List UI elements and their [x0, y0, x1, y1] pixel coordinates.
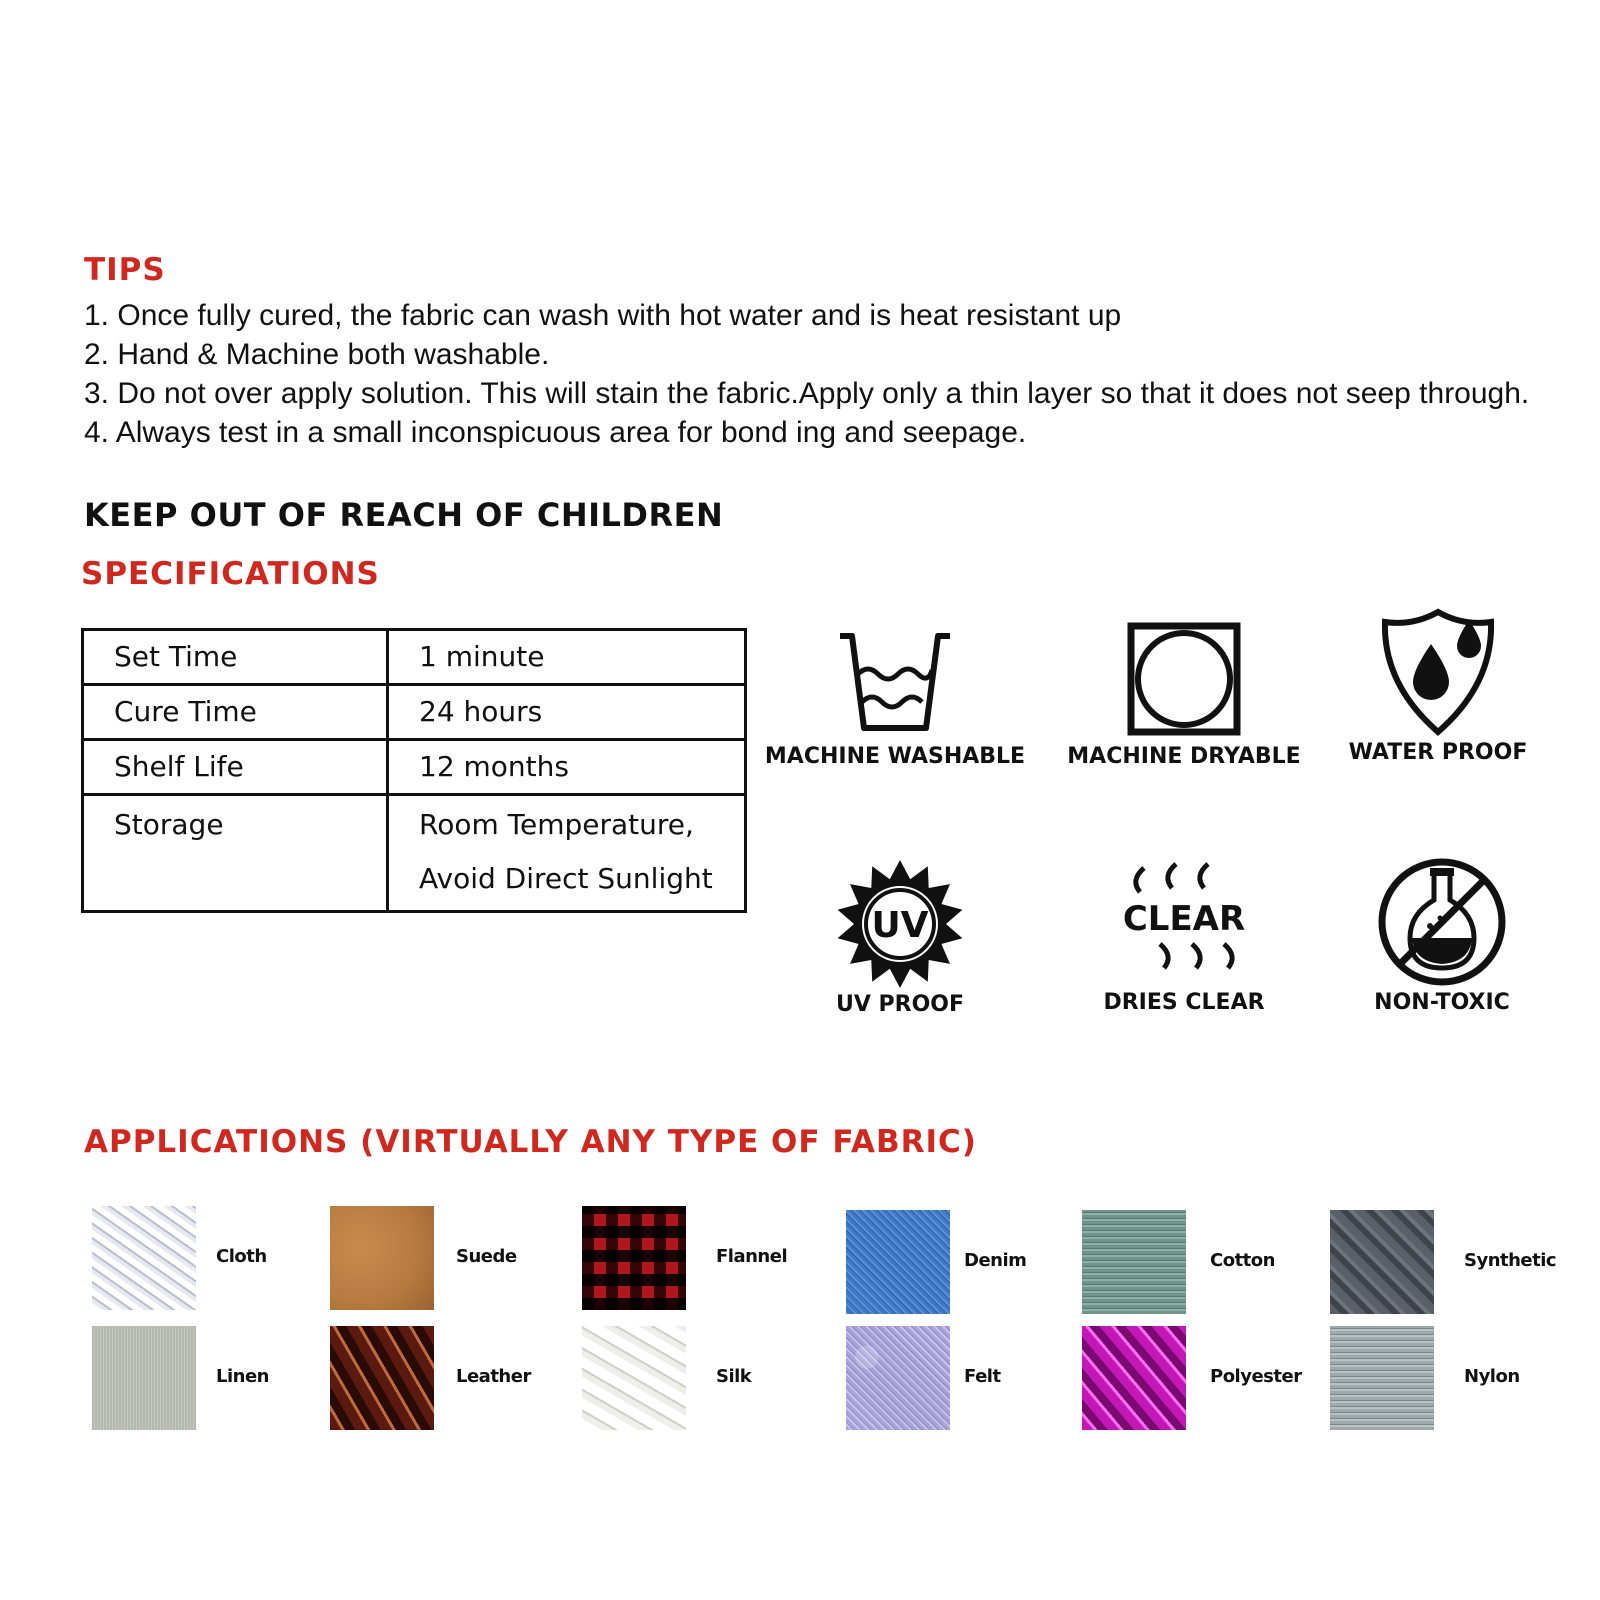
uv-sun-icon: [835, 858, 965, 990]
fabric-item: [1330, 1326, 1590, 1434]
fabric-item: [846, 1210, 1106, 1318]
fabric-swatch: [330, 1206, 434, 1310]
shield-drops-icon: [1373, 604, 1503, 740]
fabric-item: [1330, 1210, 1590, 1318]
fabric-swatch: [92, 1206, 196, 1310]
spec-value: 24 hours: [388, 685, 746, 740]
fabric-swatch: [1082, 1210, 1186, 1314]
wash-basin-icon: [830, 620, 960, 740]
feature-water-proof: [1298, 604, 1578, 765]
feature-label: UV PROOF: [835, 992, 965, 1017]
spec-label: Shelf Life: [83, 740, 388, 795]
feature-label: MACHINE WASHABLE: [764, 744, 1026, 769]
fabric-item: [92, 1326, 352, 1434]
fabric-name: Synthetic: [1464, 1250, 1557, 1271]
feature-machine-dryable: [1044, 620, 1324, 769]
fabric-item: [582, 1326, 842, 1434]
feature-dries-clear: [1044, 860, 1324, 1015]
fabric-item: [330, 1326, 590, 1434]
feature-uv-proof: [760, 858, 1040, 1017]
tip-item: 1. Once fully cured, the fabric can wash with hot water and is heat resistant up: [84, 299, 1122, 332]
spec-value: [388, 795, 746, 912]
feature-machine-washable: [755, 620, 1035, 769]
feature-label: NON-TOXIC: [1374, 990, 1510, 1015]
applications-heading: APPLICATIONS (VIRTUALLY ANY TYPE OF FABRIC): [84, 1124, 977, 1160]
spec-value-line: Room Temperature,: [419, 808, 694, 841]
fabric-swatch: [1330, 1326, 1434, 1430]
fabric-name: Denim: [964, 1250, 1027, 1271]
spec-label: Storage: [83, 795, 388, 912]
tip-item: 4. Always test in a small inconspicuous area for bond ing and seepage.: [84, 416, 1027, 449]
clear-waves-icon: [1114, 860, 1254, 990]
tumble-dry-icon: [1119, 620, 1249, 740]
fabric-swatch: [92, 1326, 196, 1430]
svg-text:UV: UV: [871, 905, 929, 946]
fabric-name: Linen: [216, 1366, 269, 1387]
specifications-table: [81, 628, 747, 913]
feature-label: WATER PROOF: [1348, 740, 1528, 765]
tip-item: 2. Hand & Machine both washable.: [84, 338, 550, 371]
table-row: [83, 630, 746, 685]
table-row: [83, 740, 746, 795]
fabric-name: Leather: [456, 1366, 531, 1387]
fabric-item: [846, 1326, 1106, 1434]
fabric-name: Cotton: [1210, 1250, 1275, 1271]
feature-label: MACHINE DRYABLE: [1067, 744, 1301, 769]
spec-value: 1 minute: [388, 630, 746, 685]
fabric-swatch: [846, 1326, 950, 1430]
feature-non-toxic: [1302, 854, 1582, 1015]
fabric-swatch: [582, 1206, 686, 1310]
no-chemical-flask-icon: [1374, 854, 1510, 990]
specifications-heading: SPECIFICATIONS: [81, 556, 380, 592]
fabric-swatch: [846, 1210, 950, 1314]
svg-text:CLEAR: CLEAR: [1122, 899, 1246, 939]
fabric-item: [92, 1206, 352, 1314]
fabric-item: [1082, 1210, 1342, 1318]
fabric-item: [330, 1206, 590, 1314]
fabric-name: Polyester: [1210, 1366, 1302, 1387]
child-safety-warning: KEEP OUT OF REACH OF CHILDREN: [84, 496, 724, 534]
fabric-name: Suede: [456, 1246, 517, 1267]
tips-heading: TIPS: [84, 252, 166, 288]
feature-label: DRIES CLEAR: [1103, 990, 1265, 1015]
fabric-name: Silk: [716, 1366, 752, 1387]
spec-value: 12 months: [388, 740, 746, 795]
fabric-name: Felt: [964, 1366, 1001, 1387]
table-row: [83, 685, 746, 740]
fabric-swatch: [330, 1326, 434, 1430]
tips-list: [84, 296, 1554, 452]
fabric-swatch: [1330, 1210, 1434, 1314]
fabric-name: Nylon: [1464, 1366, 1520, 1387]
spec-value-line: Avoid Direct Sunlight: [419, 862, 713, 895]
spec-label: Cure Time: [83, 685, 388, 740]
fabric-name: Flannel: [716, 1246, 788, 1267]
spec-label: Set Time: [83, 630, 388, 685]
fabric-item: [582, 1206, 842, 1314]
fabric-name: Cloth: [216, 1246, 267, 1267]
fabric-swatch: [582, 1326, 686, 1430]
table-row: [83, 795, 746, 912]
fabric-swatch: [1082, 1326, 1186, 1430]
tip-item: 3. Do not over apply solution. This will stain the fabric.Apply only a thin layer so that it does not seep through.: [84, 377, 1530, 410]
fabric-item: [1082, 1326, 1342, 1434]
